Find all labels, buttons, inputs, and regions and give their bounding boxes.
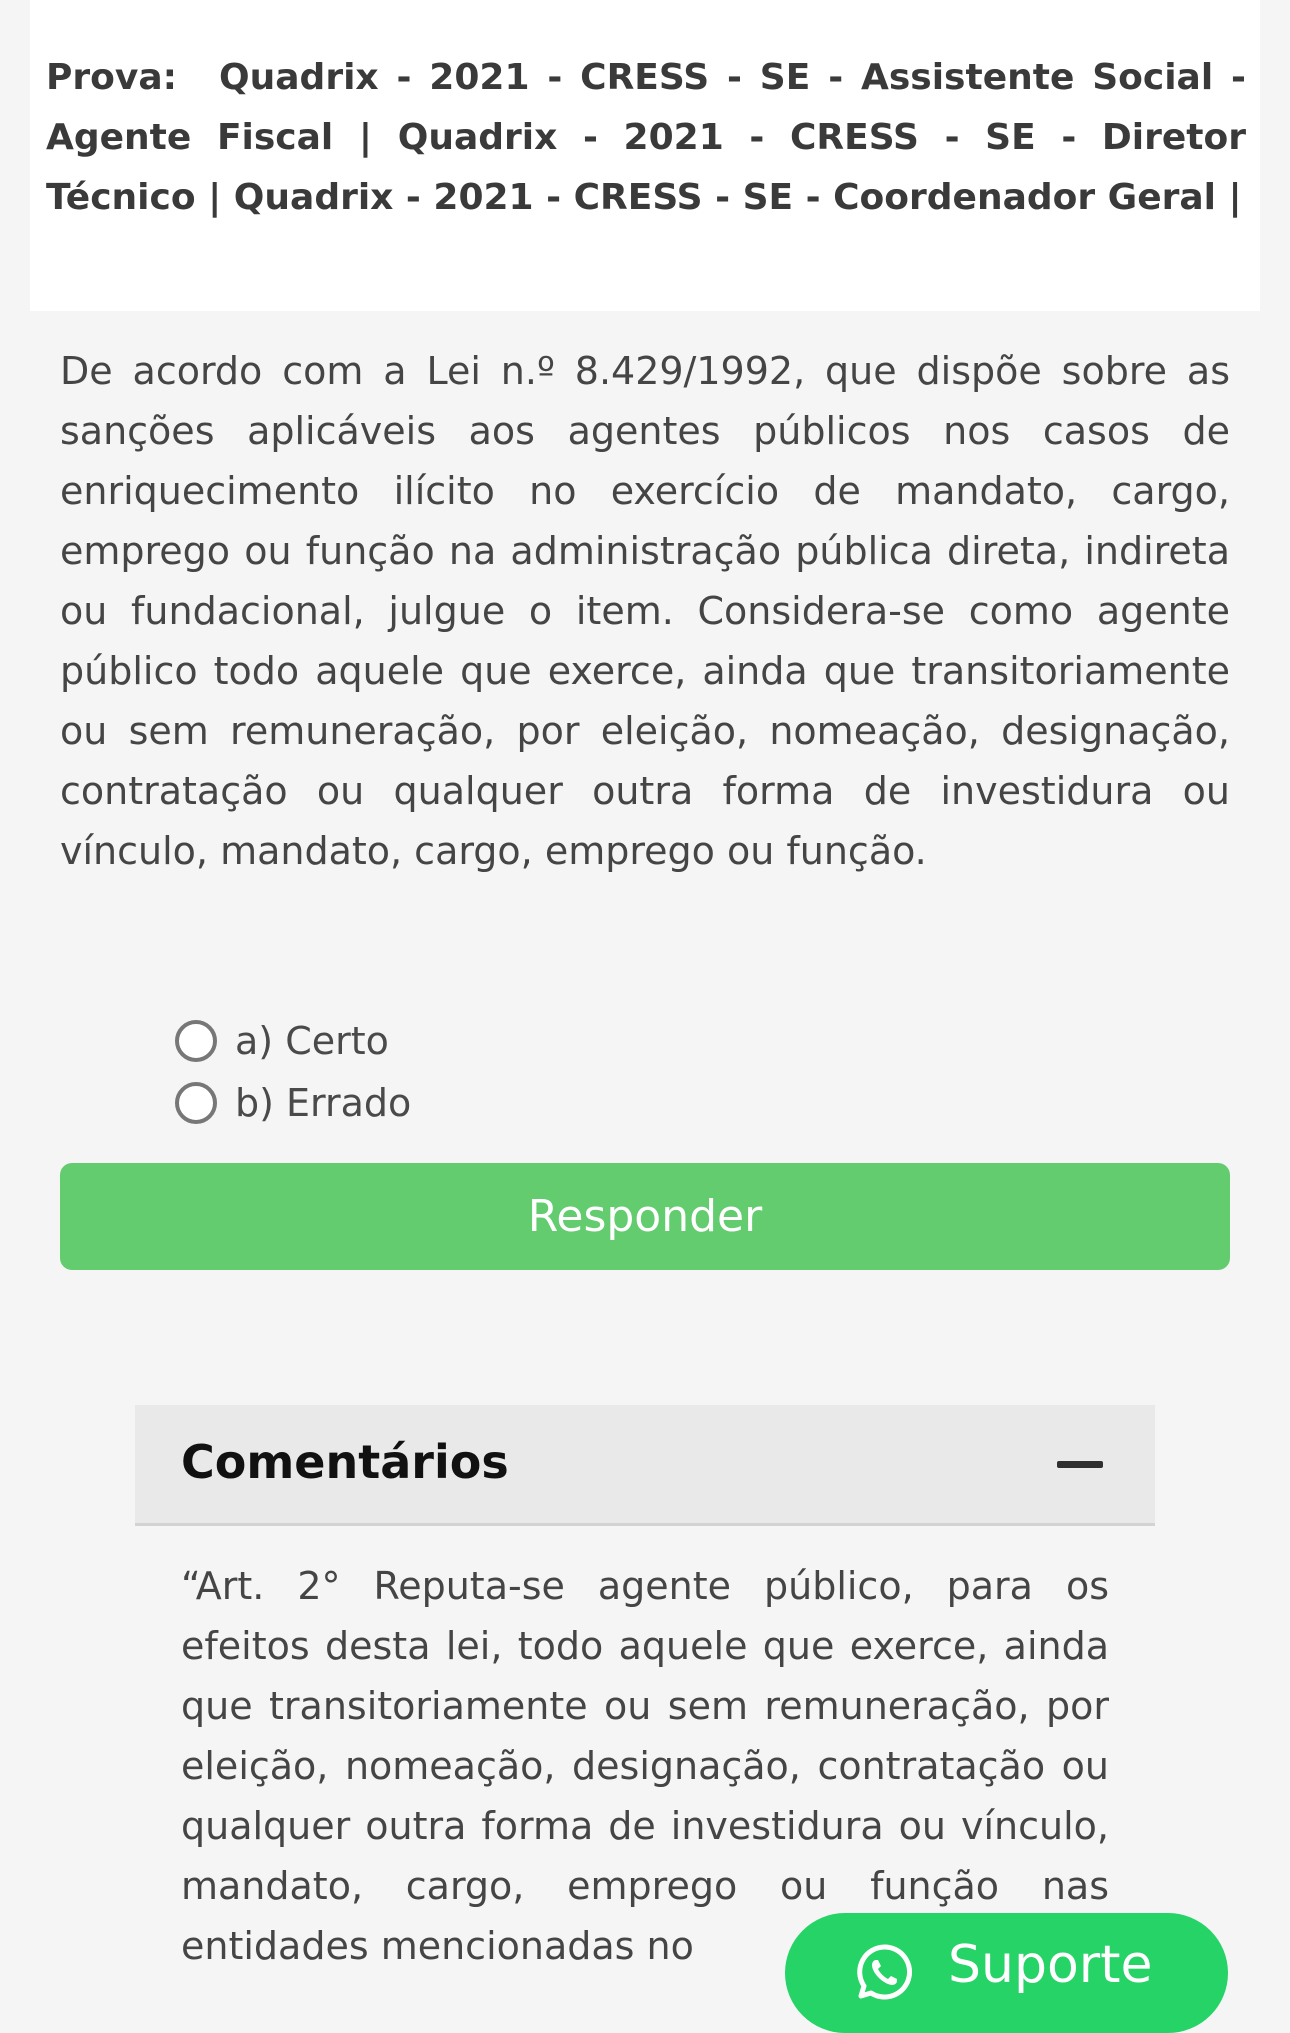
exam-list: Quadrix - 2021 - CRESS - SE - Assistente Social - Agente Fiscal | Quadrix - 2021 - CRESS - SE - Diretor Técnico | Quadrix - 2021 - CRESS - SE - Coordenador Geral |	[46, 57, 1246, 218]
support-label[interactable]: Suporte	[948, 1935, 1153, 1995]
option-certo-label[interactable]: a) Certo	[235, 1019, 389, 1063]
comments-title: Comentários	[181, 1435, 509, 1489]
question-statement: De acordo com a Lei n.º 8.429/1992, que dispõe sobre as sanções aplicáveis aos agentes públicos nos casos de enriquecimento ilícito no exercício de mandato, cargo, emprego ou função na administração pública direta, indireta ou fundacional, julgue o item. Considera-se como agente público todo aquele que exerce, ainda que transitoriamente ou sem remuneração, por eleição, nomeação, designação, contratação ou qualquer outra forma de investidura ou vínculo, mandato, cargo, emprego ou função.	[60, 349, 1230, 873]
support-button[interactable]	[785, 1913, 1228, 2033]
option-certo[interactable]	[175, 1010, 411, 1072]
exam-info	[46, 48, 1246, 228]
respond-button[interactable]: Responder	[60, 1163, 1230, 1270]
collapse-icon[interactable]	[1057, 1461, 1103, 1468]
whatsapp-icon	[855, 1942, 915, 2002]
option-errado-label[interactable]: b) Errado	[235, 1081, 412, 1125]
comments-header[interactable]	[135, 1405, 1155, 1526]
option-errado-radio[interactable]	[175, 1082, 217, 1124]
comment-body: “Art. 2° Reputa-se agente público, para os efeitos desta lei, todo aquele que exerce, ainda que transitoriamente ou sem remuneração, por eleição, nomeação, designação, contratação ou qualquer outra forma de investidura ou vínculo, mandato, cargo, emprego ou função nas entidades mencionadas no	[181, 1564, 1109, 1968]
exam-label: Prova:	[46, 57, 178, 98]
option-certo-radio[interactable]	[175, 1020, 217, 1062]
option-errado[interactable]	[175, 1072, 411, 1134]
answer-options	[175, 1010, 411, 1134]
exam-info-card	[30, 0, 1260, 311]
